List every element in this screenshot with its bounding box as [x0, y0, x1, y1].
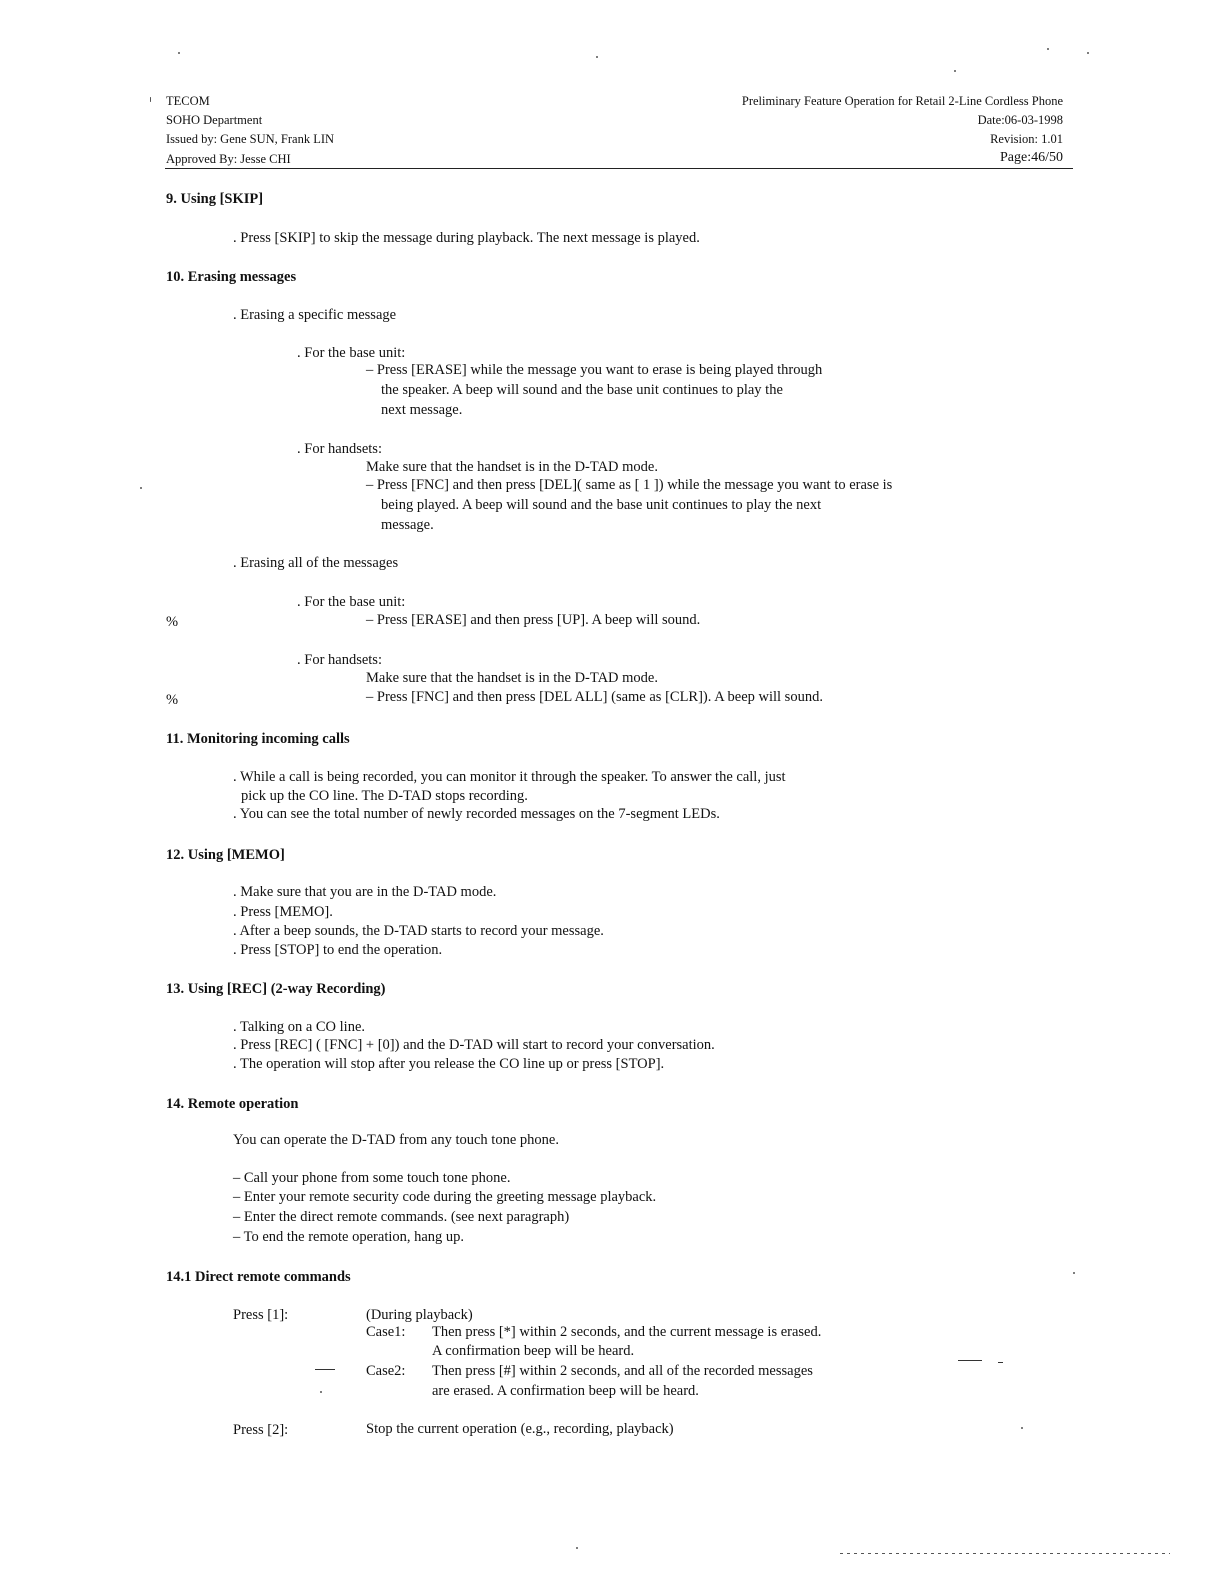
section-13-text: . Talking on a CO line. [233, 1019, 366, 1035]
scan-speck [576, 1547, 578, 1549]
section-11-text: . While a call is being recorded, you can monitor it through the speaker. To answer the call, just [233, 769, 786, 785]
document-title: Preliminary Feature Operation for Retail 2-Line Cordless Phone [741, 94, 1063, 108]
handsets-erase-all-step: – Press [FNC] and then press [DEL ALL] (same as [CLR]). A beep will sound. [366, 689, 823, 705]
command-1-label: Press [1]: [233, 1307, 289, 1323]
case-2-label: Case2: [366, 1363, 406, 1379]
handsets-note: Make sure that the handset is in the D-TAD mode. [366, 459, 658, 475]
scan-speck [320, 1391, 322, 1393]
handsets-step-cont: message. [381, 517, 434, 533]
case-2-text: are erased. A confirmation beep will be heard. [432, 1383, 699, 1399]
base-unit-label: . For the base unit: [297, 594, 406, 610]
handsets-step: – Press [FNC] and then press [DEL]( same as [ 1 ]) while the message you want to erase is [366, 477, 893, 493]
scan-speck [1073, 1272, 1075, 1274]
document-revision: Revision: 1.01 [990, 132, 1063, 146]
section-10-heading: 10. Erasing messages [166, 269, 297, 285]
base-unit-label: . For the base unit: [297, 345, 406, 361]
scan-dash [958, 1360, 982, 1361]
section-12-text: . After a beep sounds, the D-TAD starts to record your message. [233, 923, 604, 939]
margin-mark: % [166, 614, 179, 630]
scan-speck [954, 70, 956, 72]
handsets-label: . For handsets: [297, 652, 382, 668]
command-1-desc: (During playback) [366, 1307, 473, 1323]
section-14-1-heading: 14.1 Direct remote commands [166, 1269, 351, 1285]
erase-all-label: . Erasing all of the messages [233, 555, 399, 571]
section-13-text: . Press [REC] ( [FNC] + [0]) and the D-TAD will start to record your conversation. [233, 1037, 715, 1053]
section-12-heading: 12. Using [MEMO] [166, 847, 285, 863]
section-11-text: pick up the CO line. The D-TAD stops recording. [241, 788, 528, 804]
section-11-text: . You can see the total number of newly recorded messages on the 7-segment LEDs. [233, 806, 720, 822]
case-2-text: Then press [#] within 2 seconds, and all of the recorded messages [432, 1363, 813, 1379]
section-9-heading: 9. Using [SKIP] [166, 191, 264, 207]
base-unit-step-cont: next message. [381, 402, 463, 418]
scan-dash [840, 1553, 1170, 1554]
handsets-note: Make sure that the handset is in the D-TAD mode. [366, 670, 658, 686]
scan-speck [178, 52, 180, 54]
section-11-heading: 11. Monitoring incoming calls [166, 731, 350, 747]
header-divider [165, 168, 1073, 169]
scan-dash [315, 1369, 335, 1370]
scan-speck [150, 97, 151, 102]
section-14-step: – Enter your remote security code during the greeting message playback. [233, 1189, 657, 1205]
handsets-label: . For handsets: [297, 441, 382, 457]
company-name: TECOM [166, 94, 210, 108]
section-12-text: . Press [STOP] to end the operation. [233, 942, 443, 958]
erase-specific-label: . Erasing a specific message [233, 307, 397, 323]
section-12-text: . Press [MEMO]. [233, 904, 333, 920]
scan-speck [140, 487, 142, 489]
section-9-text: . Press [SKIP] to skip the message during playback. The next message is played. [233, 230, 700, 246]
command-2-label: Press [2]: [233, 1422, 289, 1438]
case-1-label: Case1: [366, 1324, 406, 1340]
document-date: Date:06-03-1998 [977, 113, 1063, 127]
margin-mark: % [166, 692, 179, 708]
case-1-text: A confirmation beep will be heard. [432, 1343, 635, 1359]
page-number: Page:46/50 [1000, 150, 1063, 165]
department: SOHO Department [166, 113, 263, 127]
section-14-intro: You can operate the D-TAD from any touch tone phone. [233, 1132, 559, 1148]
base-unit-step-cont: the speaker. A beep will sound and the base unit continues to play the [381, 382, 783, 398]
base-unit-step: – Press [ERASE] while the message you want to erase is being played through [366, 362, 823, 378]
scan-dash [998, 1362, 1003, 1363]
section-14-step: – Call your phone from some touch tone phone. [233, 1170, 511, 1186]
approved-by: Approved By: Jesse CHI [166, 152, 291, 166]
handsets-step-cont: being played. A beep will sound and the base unit continues to play the next [381, 497, 822, 513]
scan-speck [1087, 52, 1089, 54]
section-14-heading: 14. Remote operation [166, 1096, 299, 1112]
section-14-step: – Enter the direct remote commands. (see next paragraph) [233, 1209, 570, 1225]
section-13-text: . The operation will stop after you release the CO line up or press [STOP]. [233, 1056, 665, 1072]
base-unit-erase-all-step: – Press [ERASE] and then press [UP]. A beep will sound. [366, 612, 701, 628]
scan-speck [1047, 48, 1049, 50]
section-13-heading: 13. Using [REC] (2-way Recording) [166, 981, 386, 997]
scan-speck [596, 56, 598, 58]
case-1-text: Then press [*] within 2 seconds, and the current message is erased. [432, 1324, 822, 1340]
section-12-text: . Make sure that you are in the D-TAD mode. [233, 884, 497, 900]
section-14-step: – To end the remote operation, hang up. [233, 1229, 465, 1245]
scan-speck [1021, 1427, 1023, 1429]
issued-by: Issued by: Gene SUN, Frank LIN [166, 132, 335, 146]
command-2-desc: Stop the current operation (e.g., recording, playback) [366, 1421, 674, 1437]
